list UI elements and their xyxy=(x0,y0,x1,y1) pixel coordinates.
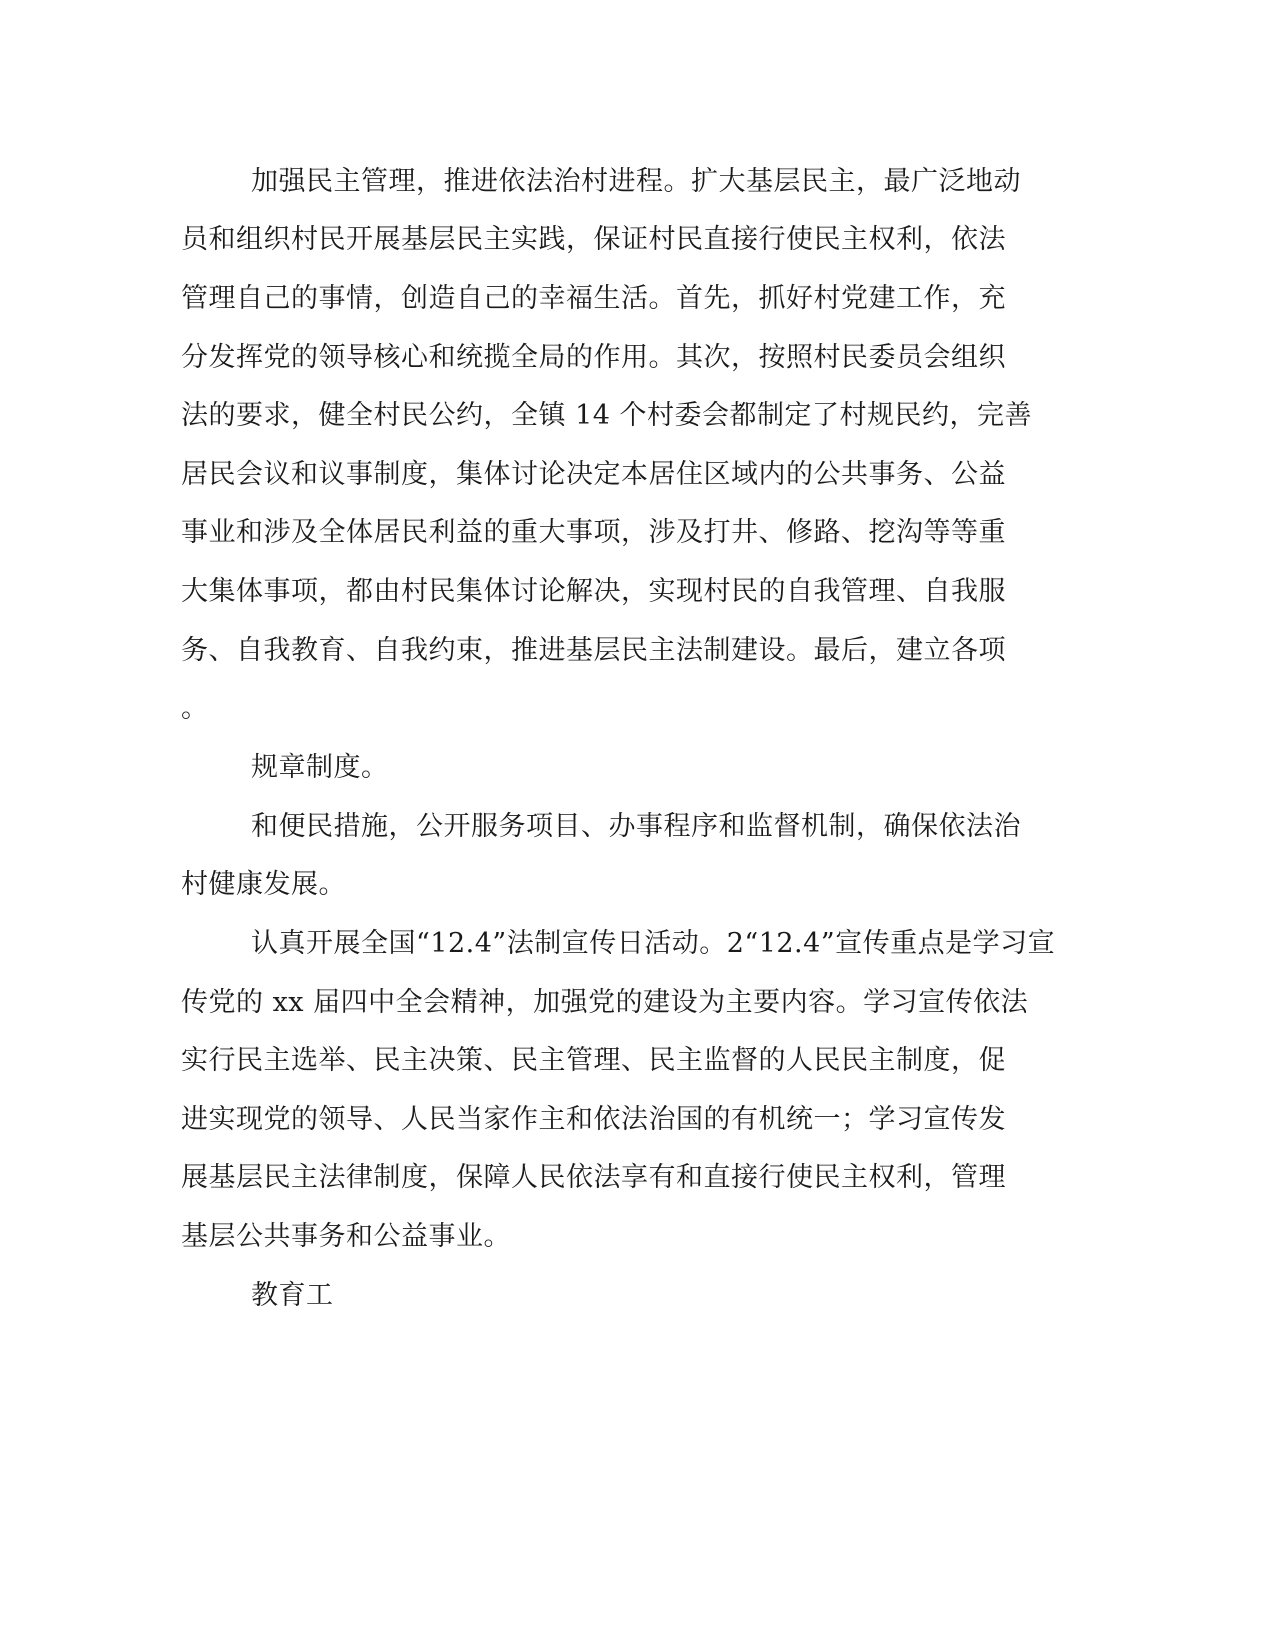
text-line: 。 xyxy=(181,693,209,724)
text-line: 分发挥党的领导核心和统揽全局的作用。其次，按照村民委员会组织 xyxy=(181,342,1006,373)
text-line: 基层公共事务和公益事业。 xyxy=(181,1221,511,1252)
text-line: 实行民主选举、民主决策、民主管理、民主监督的人民民主制度，促 xyxy=(181,1045,1006,1076)
text-line: 管理自己的事情，创造自己的幸福生活。首先，抓好村党建工作，充 xyxy=(181,283,1006,314)
text-line: 认真开展全国“12.4”法制宣传日活动。2“12.4”宣传重点是学习宣 xyxy=(251,928,1056,959)
text-line: 和便民措施，公开服务项目、办事程序和监督机制，确保依法治 xyxy=(251,811,1021,842)
text-line: 法的要求，健全村民公约，全镇 14 个村委会都制定了村规民约，完善 xyxy=(181,400,1033,431)
text-line: 务、自我教育、自我约束，推进基层民主法制建设。最后，建立各项 xyxy=(181,635,1006,666)
text-line: 村健康发展。 xyxy=(181,869,346,900)
text-line: 传党的 xx 届四中全会精神，加强党的建设为主要内容。学习宣传依法 xyxy=(181,987,1029,1018)
text-line: 加强民主管理，推进依法治村进程。扩大基层民主，最广泛地动 xyxy=(251,166,1021,197)
text-line: 进实现党的领导、人民当家作主和依法治国的有机统一；学习宣传发 xyxy=(181,1104,1006,1135)
text-line: 大集体事项，都由村民集体讨论解决，实现村民的自我管理、自我服 xyxy=(181,576,1006,607)
text-line: 展基层民主法律制度，保障人民依法享有和直接行使民主权利，管理 xyxy=(181,1162,1006,1193)
text-line: 居民会议和议事制度，集体讨论决定本居住区域内的公共事务、公益 xyxy=(181,459,1006,490)
text-line: 事业和涉及全体居民利益的重大事项，涉及打井、修路、挖沟等等重 xyxy=(181,517,1006,548)
text-line: 教育工 xyxy=(251,1280,334,1311)
text-line: 员和组织村民开展基层民主实践，保证村民直接行使民主权利，依法 xyxy=(181,224,1006,255)
text-line: 规章制度。 xyxy=(251,752,389,783)
